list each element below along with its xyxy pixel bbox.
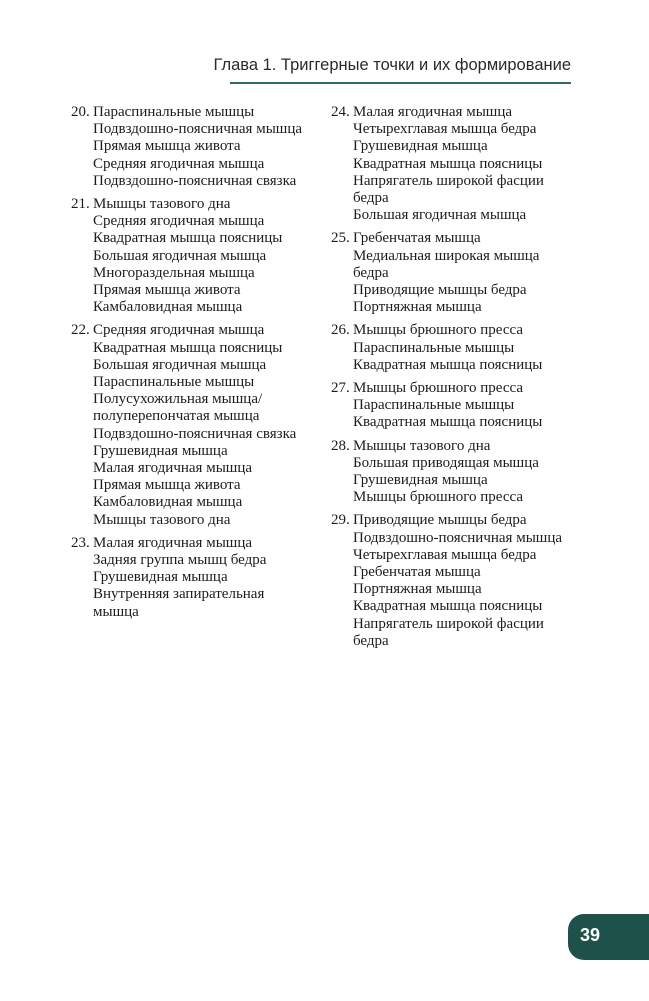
muscle-name: Параспинальные мышцы — [93, 104, 255, 120]
list-item — [331, 104, 576, 224]
muscle-name: Квадратная мышца поясницы — [353, 414, 543, 431]
header-divider — [230, 82, 571, 84]
muscle-name: Портняжная мышца — [353, 299, 482, 316]
muscle-name: Средняя ягодичная мышца — [93, 155, 265, 172]
page-number-tab — [568, 914, 649, 960]
muscle-name: Гребенчатая мышца — [353, 230, 481, 247]
muscle-list — [353, 322, 542, 374]
muscle-name: Большая ягодичная мышца — [93, 247, 267, 264]
muscle-list — [93, 535, 266, 621]
right-column — [331, 104, 576, 656]
muscle-name: Приводящие мышцы бедра — [353, 282, 527, 299]
muscle-name: Грушевидная мышца — [93, 442, 228, 459]
muscle-name: Параспинальные мышцы — [353, 339, 515, 356]
item-number: 21. — [71, 196, 90, 213]
muscle-name: Четырехглавая мышца бедра — [353, 546, 537, 563]
muscle-list — [353, 438, 539, 507]
left-column — [71, 104, 321, 627]
muscle-name: Полусухожильная мышца/ — [93, 391, 263, 408]
muscle-name: Четырехглавая мышца бедра — [353, 121, 537, 138]
item-number: 22. — [71, 322, 90, 339]
muscle-name: Мышцы тазового дна — [93, 196, 231, 213]
muscle-name: Внутренняя запирательная — [93, 586, 265, 603]
muscle-name: Камбаловидная мышца — [93, 494, 243, 511]
page-number: 39 — [580, 925, 601, 945]
page-header — [0, 0, 649, 90]
item-number: 25. — [331, 230, 350, 247]
list-item — [71, 322, 321, 528]
list-item — [331, 322, 576, 374]
muscle-name: Большая ягодичная мышца — [93, 356, 267, 373]
muscle-list — [353, 512, 562, 650]
muscle-name: Мышцы брюшного пресса — [353, 380, 523, 397]
muscle-name: Грушевидная мышца — [353, 472, 488, 489]
muscle-name: Подвздошно-поясничная связка — [93, 172, 297, 189]
muscle-name: Грушевидная мышца — [93, 569, 228, 586]
muscle-name: Квадратная мышца поясницы — [353, 155, 543, 172]
muscle-name: Прямая мышца живота — [93, 282, 241, 299]
muscle-name: Квадратная мышца поясницы — [93, 230, 283, 247]
muscle-name: Многораздельная мышца — [93, 264, 255, 281]
muscle-name: Малая ягодичная мышца — [93, 534, 253, 551]
muscle-name: Подвздошно-поясничная мышца — [93, 121, 303, 138]
muscle-name: Большая приводящая мышца — [353, 454, 539, 471]
item-number: 20. — [71, 104, 90, 120]
muscle-name: Мышцы тазового дна — [93, 511, 231, 528]
muscle-list — [353, 104, 544, 224]
muscle-name: Грушевидная мышца — [353, 138, 488, 155]
muscle-name: Средняя ягодичная мышца — [93, 322, 265, 339]
muscle-name: Малая ягодичная мышца — [93, 460, 253, 477]
item-number: 29. — [331, 512, 350, 529]
muscle-name: Мышцы брюшного пресса — [353, 489, 523, 506]
muscle-name: Камбаловидная мышца — [93, 299, 243, 316]
muscle-name: Мышцы тазового дна — [353, 437, 491, 454]
muscle-name: Подвздошно-поясничная связка — [93, 425, 297, 442]
item-number: 27. — [331, 380, 350, 397]
muscle-name: бедра — [353, 632, 389, 649]
muscle-list — [93, 196, 282, 316]
list-item — [331, 230, 576, 316]
muscle-list — [353, 230, 539, 316]
list-item — [331, 438, 576, 507]
muscle-name: Подвздошно-поясничная мышца — [353, 529, 563, 546]
item-number: 23. — [71, 534, 90, 551]
muscle-name: полуперепончатая мышца — [93, 408, 260, 425]
muscle-name: Мышцы брюшного пресса — [353, 322, 523, 339]
muscle-list — [353, 380, 542, 432]
muscle-name: Средняя ягодичная мышца — [93, 213, 265, 230]
muscle-name: бедра — [353, 264, 389, 281]
list-item — [71, 535, 321, 621]
item-number: 24. — [331, 104, 350, 120]
list-item — [71, 104, 321, 190]
muscle-name: Напрягатель широкой фасции — [353, 615, 544, 632]
muscle-name: Прямая мышца живота — [93, 138, 241, 155]
list-item — [71, 196, 321, 316]
list-item — [331, 380, 576, 432]
muscle-name: мышца — [93, 603, 139, 620]
muscle-name: Приводящие мышцы бедра — [353, 512, 527, 529]
muscle-name: Прямая мышца живота — [93, 477, 241, 494]
muscle-list — [93, 322, 296, 528]
muscle-name: Медиальная широкая мышца — [353, 247, 540, 264]
muscle-name: Параспинальные мышцы — [93, 374, 255, 391]
list-item — [331, 512, 576, 650]
item-number: 26. — [331, 322, 350, 339]
muscle-name: Малая ягодичная мышца — [353, 104, 513, 120]
muscle-name: Параспинальные мышцы — [353, 397, 515, 414]
muscle-name: бедра — [353, 190, 389, 207]
muscle-name: Гребенчатая мышца — [353, 564, 481, 581]
muscle-name: Задняя группа мышц бедра — [93, 552, 267, 569]
muscle-name: Напрягатель широкой фасции — [353, 172, 544, 189]
muscle-list — [93, 104, 302, 190]
muscle-name: Квадратная мышца поясницы — [93, 339, 283, 356]
muscle-name: Портняжная мышца — [353, 581, 482, 598]
chapter-title: Глава 1. Триггерные точки и их формирование — [213, 56, 571, 74]
muscle-name: Квадратная мышца поясницы — [353, 356, 543, 373]
muscle-name: Квадратная мышца поясницы — [353, 598, 543, 615]
muscle-name: Большая ягодичная мышца — [353, 207, 527, 224]
item-number: 28. — [331, 437, 350, 454]
